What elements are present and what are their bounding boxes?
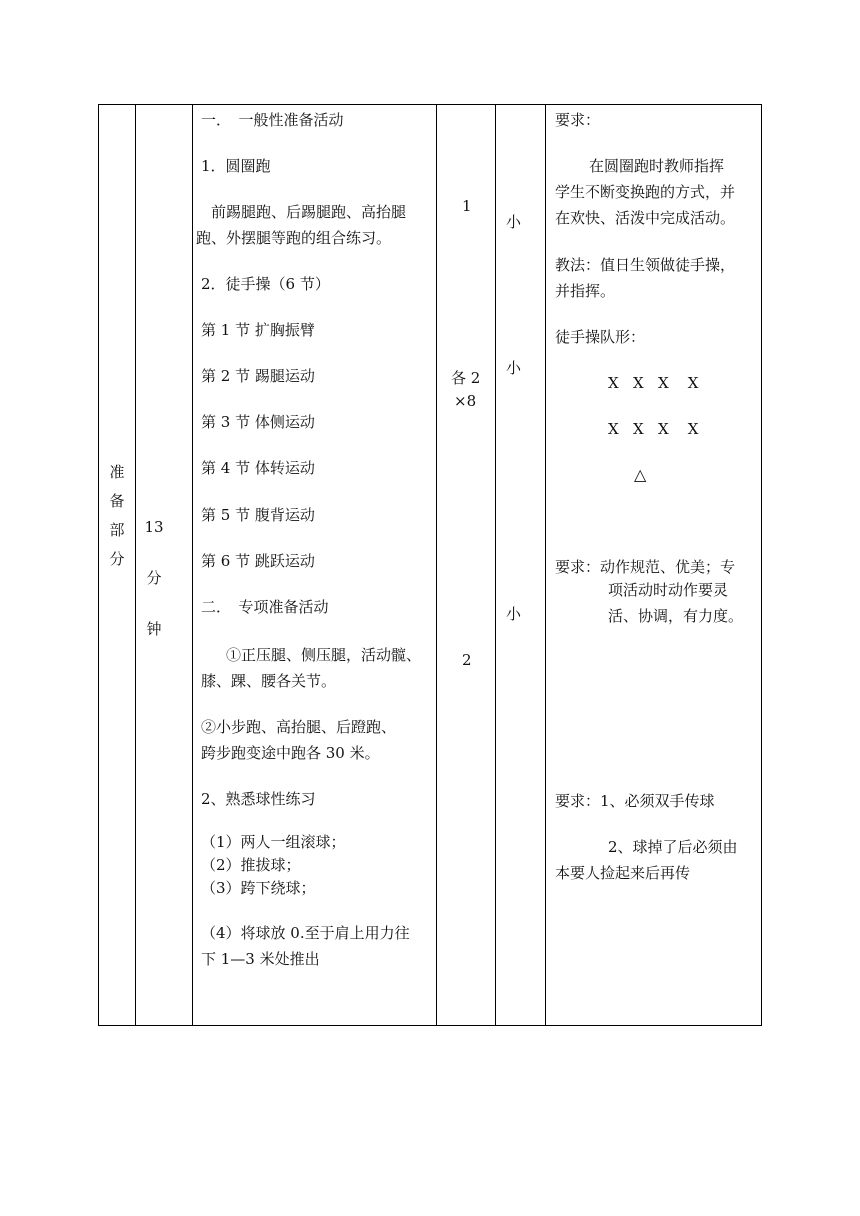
exercise-section: 第 6 节 跳跃运动 (201, 552, 315, 570)
section-name-char: 分 (109, 550, 125, 568)
item-freehand-exercise: 2．徒手操（6 节） (201, 275, 330, 293)
requirement-text: 活、协调，有力度。 (608, 607, 744, 625)
table-border-right (761, 104, 762, 1026)
count-value: 1 (462, 197, 472, 215)
circle-run-description: 前踢腿跑、后踢腿跑、高抬腿 (211, 203, 407, 221)
intensity-value: 小 (506, 213, 522, 231)
exercise-section: 第 4 节 体转运动 (201, 459, 315, 477)
requirement-text: 在圆圈跑时教师指挥 (589, 157, 725, 175)
time-char: 分 (146, 569, 162, 587)
special-item-2: ②小步跑、高抬腿、后蹬跑、 (201, 718, 397, 736)
special-item-1: ①正压腿、侧压腿，活动髋、 (226, 646, 422, 664)
section-name-cell (99, 458, 135, 574)
requirement-text: 要求：1、必须双手传球 (555, 792, 715, 810)
exercise-section: 第 3 节 体侧运动 (201, 413, 315, 431)
exercise-section: 第 5 节 腹背运动 (201, 506, 315, 524)
count-value-cont: ×8 (454, 392, 477, 410)
requirement-text: 学生不断变换跑的方式，并 (555, 183, 736, 201)
requirement-text: 2、球掉了后必须由 (608, 838, 738, 856)
count-value: 各 2 (451, 369, 481, 387)
column-divider (192, 104, 193, 1026)
teaching-method-cont: 并指挥。 (555, 282, 616, 300)
special-item-2-cont: 跨步跑变途中跑各 30 米。 (201, 744, 380, 762)
table-border-top (98, 104, 762, 105)
column-divider (495, 104, 496, 1026)
requirement-text: 项活动时动作要灵 (608, 581, 729, 599)
requirement-text: 本要人捡起来后再传 (555, 864, 691, 882)
table-border-bottom (98, 1025, 762, 1026)
ball-drill: （3）跨下绕球； (201, 879, 316, 897)
column-divider (436, 104, 437, 1026)
formation-row: X X X X (608, 420, 699, 438)
teacher-triangle-icon: △ (634, 465, 647, 484)
requirement-title: 要求： (555, 111, 601, 129)
column-divider (545, 104, 546, 1026)
special-item-1-cont: 膝、踝、腰各关节。 (201, 672, 337, 690)
requirement-text: 在欢快、活泼中完成活动。 (555, 209, 736, 227)
ball-drill: （1）两人一组滚球； (201, 833, 346, 851)
exercise-section: 第 2 节 踢腿运动 (201, 367, 315, 385)
heading-ball-familiarity: 2、熟悉球性练习 (201, 790, 316, 808)
time-char: 钟 (146, 620, 162, 638)
ball-drill-cont: 下 1—3 米处推出 (201, 950, 320, 968)
heading-special-warmup: 二． 专项准备活动 (201, 598, 329, 616)
intensity-value: 小 (506, 605, 522, 623)
time-cell (136, 502, 172, 655)
section-name-char: 部 (109, 521, 125, 539)
exercise-section: 第 1 节 扩胸振臂 (201, 321, 315, 339)
requirement-text: 要求：动作规范、优美；专 (555, 558, 736, 576)
ball-drill: （4）将球放 0.至于肩上用力往 (201, 924, 410, 942)
circle-run-description: 跑、外摆腿等跑的组合练习。 (196, 229, 392, 247)
section-name-char: 备 (109, 492, 125, 510)
time-char: 13 (144, 518, 164, 536)
formation-title: 徒手操队形： (555, 328, 646, 346)
section-name-char: 准 (109, 463, 125, 481)
formation-row: X X X X (608, 374, 699, 392)
intensity-value: 小 (506, 359, 522, 377)
teaching-method: 教法：值日生领做徒手操， (555, 256, 736, 274)
heading-general-warmup: 一． 一般性准备活动 (201, 111, 344, 129)
item-circle-run: 1．圆圈跑 (201, 157, 271, 175)
count-value: 2 (462, 651, 472, 669)
ball-drill: （2）推拔球； (201, 856, 301, 874)
